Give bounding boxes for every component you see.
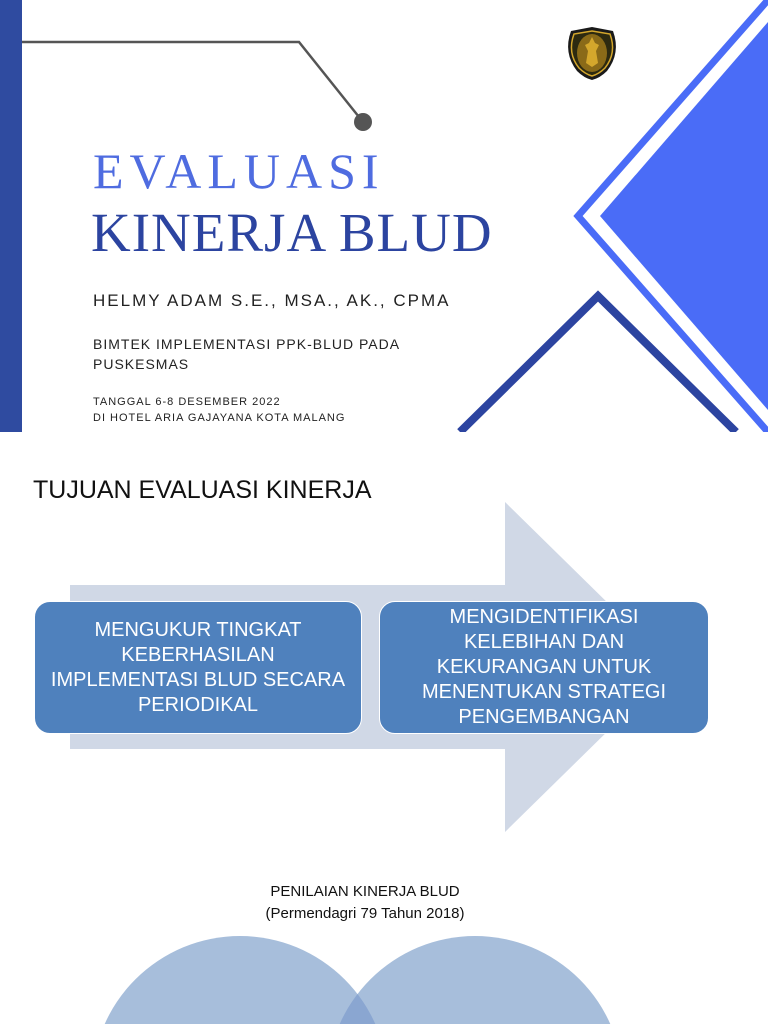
event-subtitle: BIMTEK IMPLEMENTASI PPK-BLUD PADA PUSKESMAS: [93, 336, 400, 372]
venn-diagram: [0, 856, 768, 1024]
objectives-slide: [0, 432, 768, 856]
slide-title-line1: EVALUASI: [93, 143, 385, 199]
venn-circle-right: [327, 936, 623, 1024]
author-name: HELMY ADAM S.E., MSA., AK., CPMA: [93, 291, 451, 310]
event-date: TANGGAL 6-8 DESEMBER 2022: [93, 396, 281, 408]
objective-box-2: MENGIDENTIFIKASI KELEBIHAN DAN KEKURANGAN UNTUK MENENTUKAN STRATEGI PENGEMBANGAN: [379, 601, 709, 734]
assessment-slide: [0, 856, 768, 1024]
university-logo: [563, 25, 621, 81]
assessment-title-reference: (Permendagri 79 Tahun 2018): [265, 905, 465, 922]
assessment-title-main: PENILAIAN KINERJA BLUD: [270, 883, 460, 900]
slide-title-line2: KINERJA BLUD: [91, 202, 493, 263]
title-slide: [0, 0, 768, 432]
event-date-location: [93, 394, 345, 426]
connector-line: [22, 42, 363, 122]
large-blue-triangle: [600, 22, 768, 410]
objective-box-1: MENGUKUR TINGKAT KEBERHASILAN IMPLEMENTASI BLUD SECARA PERIODIKAL: [34, 601, 362, 734]
connector-dot: [354, 113, 372, 131]
event-location: DI HOTEL ARIA GAJAYANA KOTA MALANG: [93, 412, 346, 424]
venn-circle-left: [92, 936, 388, 1024]
objectives-title: TUJUAN EVALUASI KINERJA: [33, 476, 372, 504]
